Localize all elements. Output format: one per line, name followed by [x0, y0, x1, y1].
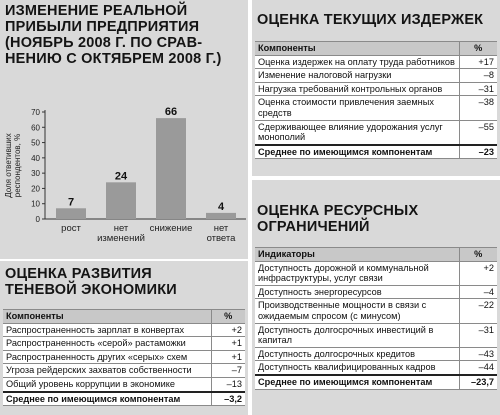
row-value: –8 — [459, 69, 497, 83]
category-label: нет — [213, 223, 229, 234]
bar — [106, 182, 136, 219]
row-label: Распространенность зарплат в конвертах — [3, 323, 211, 337]
y-tick-label: 70 — [31, 108, 40, 117]
bar — [156, 118, 186, 219]
resources-title: ОЦЕНКА РЕСУРСНЫХ ОГРАНИЧЕНИЙ — [257, 203, 419, 235]
row-label: Производственные мощности в связи с ожидаемым спросом (с минусом) — [255, 299, 459, 323]
y-tick-label: 60 — [31, 123, 40, 133]
table-row — [255, 285, 497, 299]
category-label: нет — [113, 223, 129, 234]
table-total-row — [255, 145, 497, 159]
bar-value-label: 7 — [67, 196, 75, 209]
col-component-header: Компоненты — [255, 42, 459, 56]
bar — [206, 213, 236, 219]
table-row — [3, 377, 245, 391]
total-label: Среднее по имеющимся компонентам — [255, 375, 459, 389]
row-label: Доступность энергоресурсов — [255, 285, 459, 299]
row-label: Угроза рейдерских захватов собственности — [3, 364, 211, 378]
resources-table — [255, 247, 497, 390]
row-value: +1 — [211, 337, 245, 351]
bar — [56, 208, 86, 219]
row-label: Изменение налоговой нагрузки — [255, 69, 459, 83]
row-value: –43 — [459, 347, 497, 361]
y-tick-label: 10 — [31, 199, 40, 209]
total-label: Среднее по имеющимся компонентам — [255, 145, 459, 159]
table-row — [255, 69, 497, 83]
total-value: –3,2 — [211, 392, 245, 406]
row-value: –38 — [459, 96, 497, 120]
y-tick-label: 30 — [31, 169, 40, 179]
y-axis-label: Доля ответившихреспондентов, % — [4, 133, 22, 198]
bar-value-label: 66 — [164, 106, 178, 119]
table-row — [3, 364, 245, 378]
row-value: –55 — [459, 120, 497, 145]
table-total-row — [255, 375, 497, 389]
row-label: Распространенность «серой» растаможки — [3, 337, 211, 351]
row-label: Распространенность других «серых» схем — [3, 350, 211, 364]
col-percent-header: % — [459, 42, 497, 56]
row-value: +2 — [211, 323, 245, 337]
row-label: Оценка стоимости привлечения заемных средств — [255, 96, 459, 120]
table-total-row — [3, 392, 245, 406]
total-value: –23 — [459, 145, 497, 159]
row-value: –44 — [459, 361, 497, 375]
y-tick-label: 20 — [31, 184, 40, 194]
bar-value-label: 24 — [114, 170, 128, 183]
col-percent-header: % — [211, 310, 245, 324]
row-value: +17 — [459, 55, 497, 69]
row-label: Доступность долгосрочных кредитов — [255, 347, 459, 361]
table-row — [255, 347, 497, 361]
costs-title: ОЦЕНКА ТЕКУЩИХ ИЗДЕРЖЕК — [257, 12, 484, 28]
y-tick-label: 50 — [31, 138, 40, 148]
y-tick-label: 0 — [35, 215, 40, 224]
shadow-table — [3, 309, 245, 406]
row-label: Доступность квалифицированных кадров — [255, 361, 459, 375]
table-header-row — [3, 310, 245, 324]
table-row — [255, 361, 497, 375]
row-value: –7 — [211, 364, 245, 378]
table-row — [3, 323, 245, 337]
table-row — [3, 350, 245, 364]
table-row — [255, 120, 497, 145]
row-label: Сдерживающее влияние удорожания услуг монополий — [255, 120, 459, 145]
category-label: рост — [61, 223, 81, 234]
costs-table — [255, 41, 497, 159]
row-label: Доступность долгосрочных инвестиций в капитал — [255, 323, 459, 347]
row-label: Общий уровень коррупции в экономике — [3, 377, 211, 391]
bar-value-label: 4 — [217, 200, 225, 213]
y-tick-label: 40 — [31, 153, 40, 163]
category-label: изменений — [97, 233, 145, 244]
table-row — [255, 55, 497, 69]
table-row — [255, 96, 497, 120]
total-value: –23,7 — [459, 375, 497, 389]
col-indicator-header: Индикаторы — [255, 248, 459, 262]
category-label: снижение — [149, 223, 193, 234]
col-component-header: Компоненты — [3, 310, 211, 324]
row-value: –31 — [459, 82, 497, 96]
profit-title: ИЗМЕНЕНИЕ РЕАЛЬНОЙ ПРИБЫЛИ ПРЕДПРИЯТИЯ (НОЯБРЬ 2008 Г. ПО СРАВ- НЕНИЮ С ОКТЯБРЕМ 2008 Г.) — [5, 3, 222, 67]
table-header-row — [255, 42, 497, 56]
table-row — [3, 337, 245, 351]
col-percent-header: % — [459, 248, 497, 262]
table-row — [255, 261, 497, 285]
category-label: ответа — [206, 233, 236, 244]
shadow-title: ОЦЕНКА РАЗВИТИЯ ТЕНЕВОЙ ЭКОНОМИКИ — [5, 266, 177, 298]
row-value: +1 — [211, 350, 245, 364]
table-row — [255, 299, 497, 323]
profit-bar-chart — [0, 96, 248, 259]
total-label: Среднее по имеющимся компонентам — [3, 392, 211, 406]
row-value: –4 — [459, 285, 497, 299]
row-label: Оценка издержек на оплату труда работников — [255, 55, 459, 69]
table-row — [255, 82, 497, 96]
row-value: +2 — [459, 261, 497, 285]
row-value: –22 — [459, 299, 497, 323]
row-value: –13 — [211, 377, 245, 391]
row-label: Нагрузка требований контрольных органов — [255, 82, 459, 96]
row-label: Доступность дорожной и коммунальной инфраструктуры, услуг связи — [255, 261, 459, 285]
row-value: –31 — [459, 323, 497, 347]
table-header-row — [255, 248, 497, 262]
table-row — [255, 323, 497, 347]
